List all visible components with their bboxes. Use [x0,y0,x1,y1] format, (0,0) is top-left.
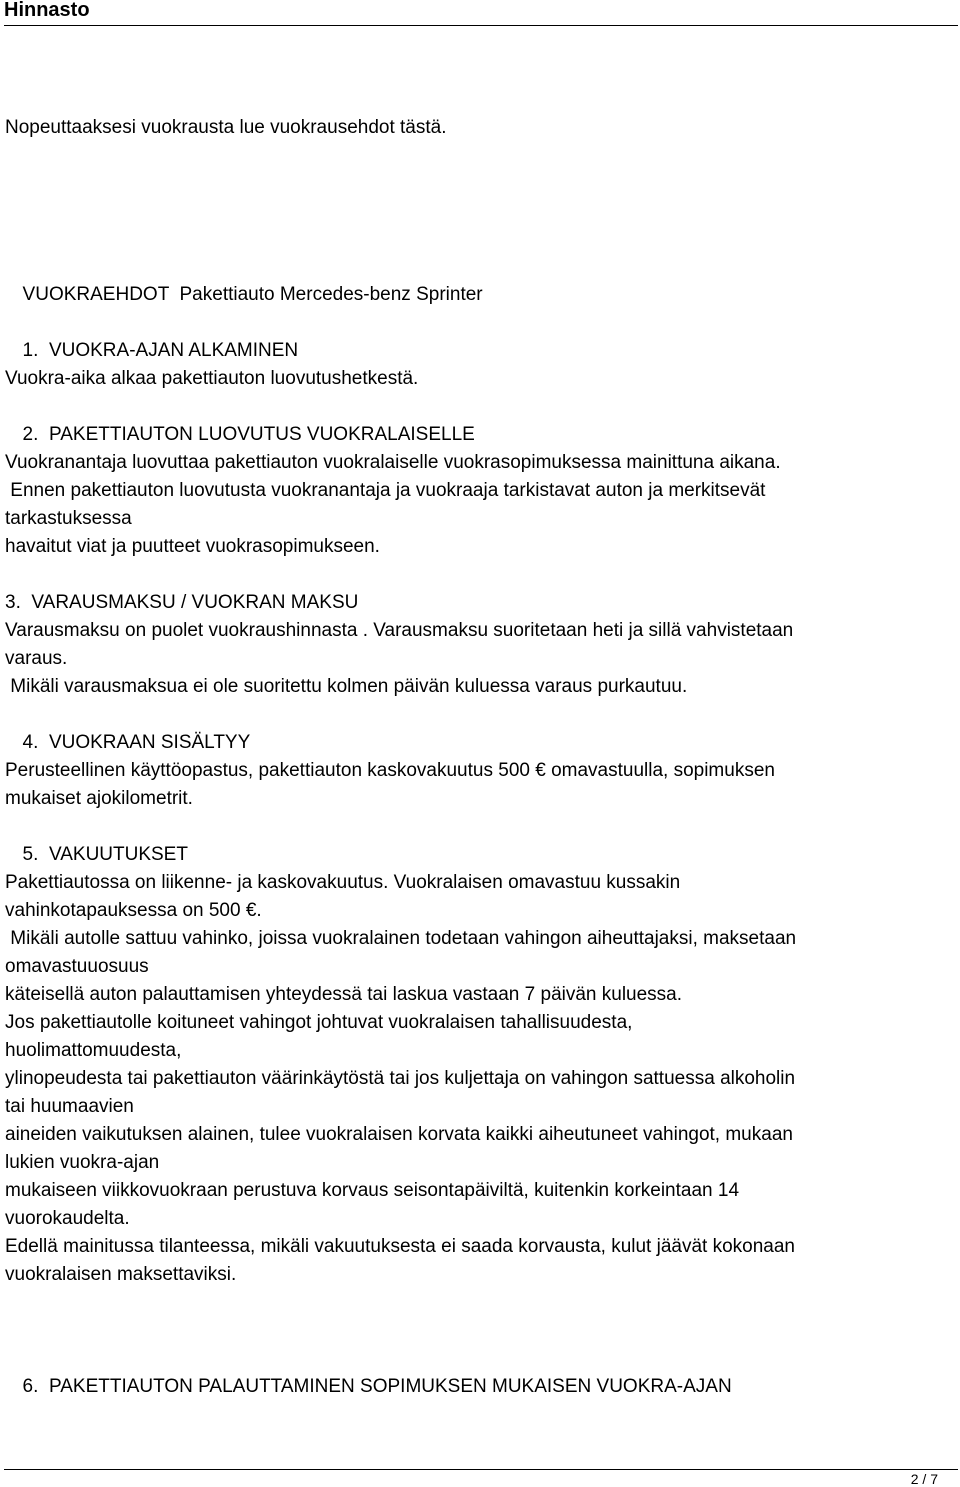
section-3-heading: 3. VARAUSMAKSU / VUOKRAN MAKSU [5,592,359,613]
section-5-text: omavastuuosuus [5,956,149,977]
section-2-text: Ennen pakettiauton luovutusta vuokranantaja ja vuokraaja tarkistavat auton ja merkitsevät [5,480,766,501]
section-1-text: Vuokra-aika alkaa pakettiauton luovutushetkestä. [5,368,419,389]
section-6-heading: 6. PAKETTIAUTON PALAUTTAMINEN SOPIMUKSEN MUKAISEN VUOKRA-AJAN [12,1376,732,1397]
section-5-text: aineiden vaikutuksen alainen, tulee vuokralaisen korvata kaikki aiheutuneet vahingot, mukaan [5,1124,793,1145]
section-5-text: Edellä mainitussa tilanteessa, mikäli vakuutuksesta ei saada korvausta, kulut jäävät kokonaan [5,1236,795,1257]
section-5-heading: 5. VAKUUTUKSET [12,844,188,865]
section-5-text: lukien vuokra-ajan [5,1152,160,1173]
section-2-text: Vuokranantaja luovuttaa pakettiauton vuokralaiselle vuokrasopimuksessa mainittuna aikana. [5,452,781,473]
section-5-text: huolimattomuudesta, [5,1040,182,1061]
section-1-heading: 1. VUOKRA-AJAN ALKAMINEN [12,340,299,361]
page-header-title: Hinnasto [4,0,90,21]
section-5-text: Mikäli autolle sattuu vahinko, joissa vuokralainen todetaan vahingon aiheuttajaksi, maksetaan [5,928,797,949]
section-5-text: ylinopeudesta tai pakettiauton väärinkäytöstä tai jos kuljettaja on vahingon sattuessa alkoholin [5,1068,796,1089]
section-2-heading: 2. PAKETTIAUTON LUOVUTUS VUOKRALAISELLE [12,424,475,445]
section-5-text: mukaiseen viikkovuokraan perustuva korvaus seisontapäiviltä, kuitenkin korkeintaan 14 [5,1180,740,1201]
section-2-text: havaitut viat ja puutteet vuokrasopimukseen. [5,536,380,557]
section-4-heading: 4. VUOKRAAN SISÄLTYY [12,732,251,753]
section-5-text: käteisellä auton palauttamisen yhteydessä tai laskua vastaan 7 päivän kuluessa. [5,984,683,1005]
section-5-text: Pakettiautossa on liikenne- ja kaskovakuutus. Vuokralaisen omavastuu kussakin [5,872,681,893]
page-number: 2 / 7 [910,1471,938,1487]
section-5-text: vahinkotapauksessa on 500 €. [5,900,262,921]
intro-text: Nopeuttaaksesi vuokrausta lue vuokrausehdot tästä. [5,117,447,138]
section-5-text: vuorokaudelta. [5,1208,130,1229]
section-2-text: tarkastuksessa [5,508,132,529]
section-4-text: mukaiset ajokilometrit. [5,788,193,809]
section-3-text: Varausmaksu on puolet vuokraushinnasta . Varausmaksu suoritetaan heti ja sillä vahvistetaan [5,620,794,641]
section-3-text: Mikäli varausmaksua ei ole suoritettu kolmen päivän kuluessa varaus purkautuu. [5,676,688,697]
section-5-text: Jos pakettiautolle koituneet vahingot johtuvat vuokralaisen tahallisuudesta, [5,1012,633,1033]
section-4-text: Perusteellinen käyttöopastus, pakettiauton kaskovakuutus 500 € omavastuulla, sopimuksen [5,760,775,781]
header-divider [4,25,958,26]
section-3-text: varaus. [5,648,68,669]
section-5-text: vuokralaisen maksettaviksi. [5,1264,237,1285]
document-title: VUOKRAEHDOT Pakettiauto Mercedes-benz Sprinter [12,284,483,305]
footer-divider [4,1469,958,1470]
section-5-text: tai huumaavien [5,1096,134,1117]
